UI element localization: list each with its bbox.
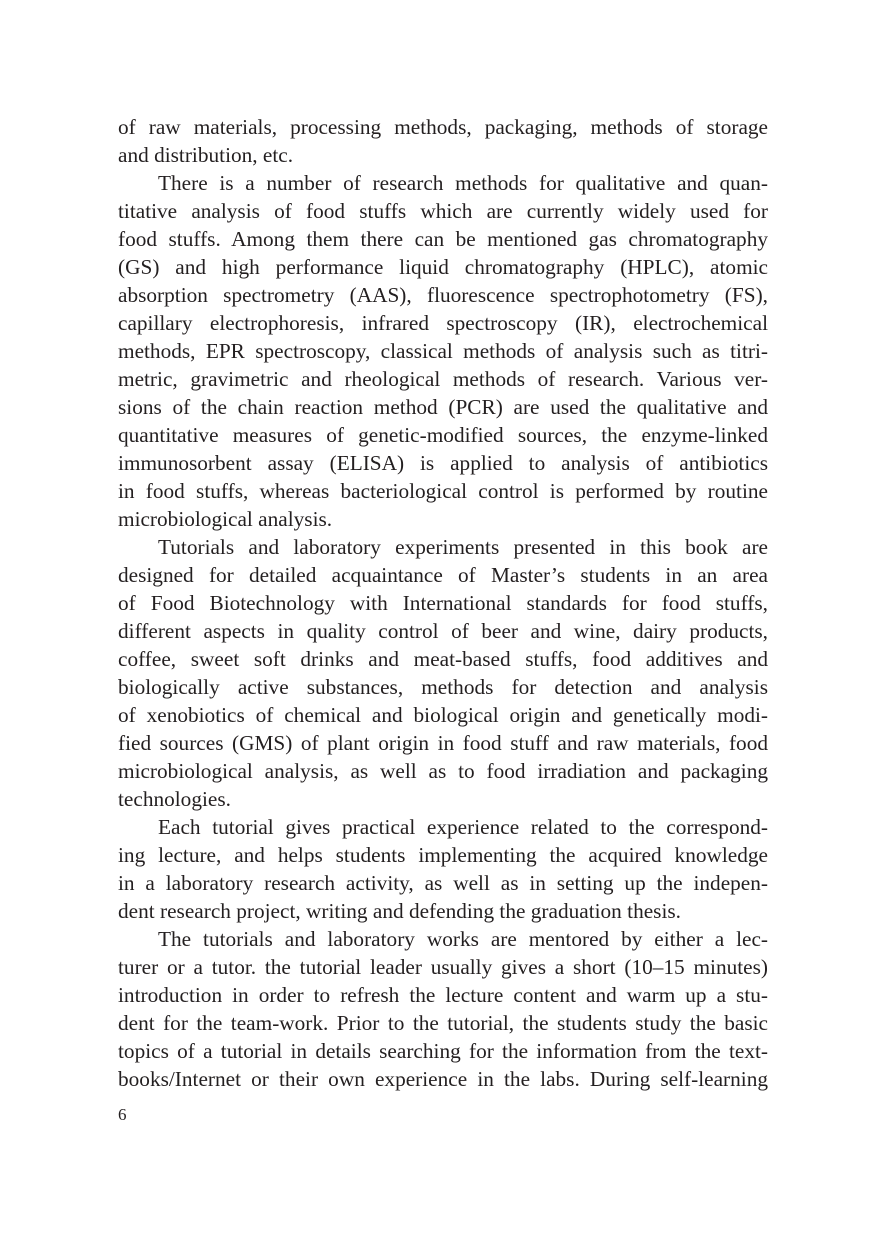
text-line: topics of a tutorial in details searching for the information from the text- (118, 1039, 768, 1063)
text-line: biologically active substances, methods for detection and analysis (118, 675, 768, 699)
paragraph (118, 169, 768, 533)
paragraph (118, 533, 768, 813)
page-body (118, 113, 768, 1093)
text-line: different aspects in quality control of beer and wine, dairy products, (118, 619, 768, 643)
paragraph (118, 925, 768, 1093)
text-line: titative analysis of food stuffs which are currently widely used for (118, 199, 768, 223)
text-line: designed for detailed acquaintance of Master’s students in an area (118, 563, 768, 587)
text-line: metric, gravimetric and rheological methods of research. Various ver- (118, 367, 768, 391)
text-line: and distribution, etc. (118, 143, 294, 167)
text-line: technologies. (118, 787, 231, 811)
text-line: quantitative measures of genetic-modified sources, the enzyme-linked (118, 423, 768, 447)
text-line: absorption spectrometry (AAS), fluorescence spectrophotometry (FS), (118, 283, 768, 307)
text-line: books/Internet or their own experience in the labs. During self-learning (118, 1067, 768, 1091)
text-line: The tutorials and laboratory works are mentored by either a lec- (158, 927, 768, 951)
text-line: sions of the chain reaction method (PCR) are used the qualitative and (118, 395, 768, 419)
text-line: (GS) and high performance liquid chromatography (HPLC), atomic (118, 255, 768, 279)
text-line: in food stuffs, whereas bacteriological control is performed by routine (118, 479, 768, 503)
paragraph (118, 113, 768, 169)
text-line: in a laboratory research activity, as well as in setting up the indepen- (118, 871, 768, 895)
text-line: turer or a tutor. the tutorial leader usually gives a short (10–15 minutes) (118, 955, 768, 979)
text-line: microbiological analysis, as well as to food irradiation and packaging (118, 759, 768, 783)
text-line: There is a number of research methods for qualitative and quan- (158, 171, 768, 195)
text-line: of xenobiotics of chemical and biological origin and genetically modi- (118, 703, 768, 727)
text-line: immunosorbent assay (ELISA) is applied to analysis of antibiotics (118, 451, 768, 475)
text-line: microbiological analysis. (118, 507, 333, 531)
text-line: fied sources (GMS) of plant origin in food stuff and raw materials, food (118, 731, 768, 755)
text-line: Tutorials and laboratory experiments presented in this book are (158, 535, 768, 559)
text-line: dent research project, writing and defending the graduation thesis. (118, 899, 681, 923)
text-line: ing lecture, and helps students implementing the acquired knowledge (118, 843, 768, 867)
text-line: introduction in order to refresh the lecture content and warm up a stu- (118, 983, 768, 1007)
text-line: capillary electrophoresis, infrared spectroscopy (IR), electrochemical (118, 311, 768, 335)
page-number: 6 (118, 1105, 127, 1124)
text-line: methods, EPR spectroscopy, classical methods of analysis such as titri- (118, 339, 768, 363)
text-line: Each tutorial gives practical experience related to the correspond- (158, 815, 768, 839)
paragraph (118, 813, 768, 925)
text-line: of raw materials, processing methods, packaging, methods of storage (118, 115, 768, 139)
text-line: of Food Biotechnology with International standards for food stuffs, (118, 591, 768, 615)
text-line: coffee, sweet soft drinks and meat-based stuffs, food additives and (118, 647, 768, 671)
text-line: food stuffs. Among them there can be mentioned gas chromatography (118, 227, 768, 251)
text-line: dent for the team-work. Prior to the tutorial, the students study the basic (118, 1011, 768, 1035)
